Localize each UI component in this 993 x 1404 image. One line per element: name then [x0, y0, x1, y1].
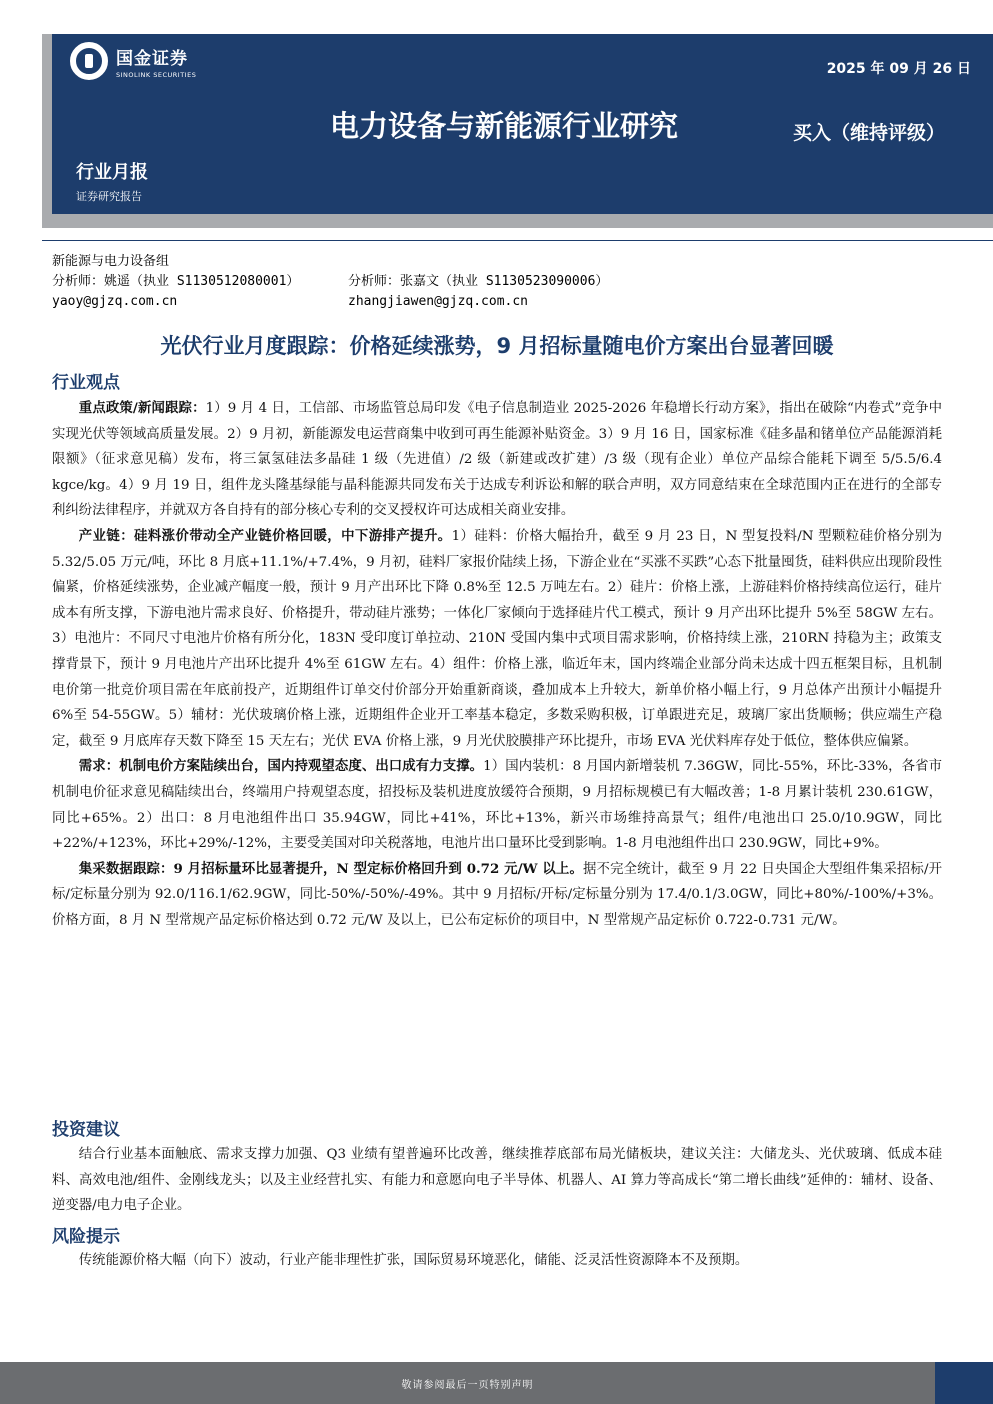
analyst-2-email[interactable]: zhangjiawen@gjzq.com.cn	[348, 294, 529, 309]
risk-body	[52, 1248, 942, 1274]
logo-cn: 国金证券	[116, 48, 188, 69]
paragraph-lead: 重点政策/新闻跟踪：	[78, 400, 206, 416]
paragraph-procurement	[52, 857, 942, 934]
paragraph-policy	[52, 396, 942, 524]
analyst-2-name: 分析师：张嘉文（执业 S1130523090006）	[348, 274, 609, 289]
paragraph-demand	[52, 754, 942, 856]
paragraph-text: 据不完全统计，截至 9 月 22 日央国企大型组件集采招标/开标/定标量分别为 92.0/116.1/62.9GW，同比-50%/-50%/-49%。其中 9 月招标/开标/定标量分别为 17.4/0.1/3.0GW，同比+80%/-100%/+3%。价格方面，8 月 N 型常规产品定标价格达到 0.72 元/W 及以上，已公布定标价的项目中，N 型常规产品定标价 0.722-0.731 元/W。	[52, 861, 942, 928]
footer-disclaimer: 敬请参阅最后一页特别声明	[401, 1380, 534, 1391]
divider	[42, 240, 993, 241]
paragraph-risk: 传统能源价格大幅（向下）波动，行业产能非理性扩张，国际贸易环境恶化，储能、泛灵活性资源降本不及预期。	[78, 1253, 749, 1268]
paragraph-lead: 需求：机制电价方案陆续出台，国内持观望态度、出口成有力支撑。	[78, 758, 484, 775]
analyst-1-name: 分析师：姚遥（执业 S1130512080001）	[52, 274, 300, 289]
report-subtype: 证券研究报告	[76, 190, 142, 203]
section-heading-investment: 投资建议	[52, 1120, 120, 1140]
analyst-block	[52, 252, 608, 312]
company-logo	[70, 42, 196, 80]
paragraph-text: 1）9 月 4 日，工信部、市场监管总局印发《电子信息制造业 2025-2026 年稳增长行动方案》，指出在破除“内卷式”竞争中实现光伏等领域高质量发展。2）9 月初，新能源发电运营商集中收到可再生能源补贴资金。3）9 月 16 日，国家标准《硅多晶和锗单位产品能源消耗限额》（征求意见稿）发布，将三氯氢硅法多晶硅 1 级（先进值）/2 级（新建或改扩建）/3 级（现有企业）单位产品综合能耗下调至 5/5.5/6.4 kgce/kg。4）9 月 19 日，组件龙头隆基绿能与晶科能源共同发布关于达成专利诉讼和解的联合声明，双方同意结束在全球范围内正在进行的全部专利纠纷法律程序，并就双方各自持有的部分核心专利的交叉授权许可达成相关商业安排。	[52, 401, 942, 519]
section-heading-risk: 风险提示	[52, 1227, 120, 1247]
report-type: 行业月报	[76, 162, 148, 183]
paragraph-text: 1）国内装机：8 月国内新增装机 7.36GW，同比-55%，环比-33%，各省市机制电价征求意见稿陆续出台，终端用户持观望态度，招投标及装机进度放缓符合预期，9 月招标规模已有大幅改善；1-8 月累计装机 230.61GW，同比+65%。2）出口：8 月电池组件出口 35.94GW，同比+41%，环比+13%，新兴市场维持高景气；组件/电池出口 25.0/10.9GW，同比+22%/+123%，环比+29%/-12%，主要受美国对印关税落地，电池片出口量环比受到影响。1-8 月电池组件出口 230.9GW，同比+9%。	[52, 759, 943, 852]
logo-en: SINOLINK SECURITIES	[116, 70, 197, 79]
investment-body	[52, 1142, 942, 1219]
logo-icon	[70, 42, 108, 80]
section-heading-industry-view: 行业观点	[52, 373, 120, 393]
header-accent-left	[42, 34, 52, 228]
paragraph-lead: 产业链：硅料涨价带动全产业链价格回暖，中下游排产提升。	[78, 527, 452, 544]
paragraph-investment: 结合行业基本面触底、需求支撑力加强、Q3 业绩有望普遍环比改善，继续推荐底部布局光储板块，建议关注：大储龙头、光伏玻璃、低成本硅料、高效电池/组件、金刚线龙头；以及主业经营扎实、有能力和意愿向电子半导体、机器人、AI 算力等高成长“第二增长曲线”延伸的：辅材、设备、逆变器/电力电子企业。	[52, 1147, 942, 1214]
header-accent-bottom	[42, 214, 993, 228]
paragraph-lead: 集采数据跟踪：9 月招标量环比显著提升，N 型定标价格回升到 0.72 元/W 以上。	[78, 860, 583, 877]
analyst-1-email[interactable]: yaoy@gjzq.com.cn	[52, 294, 178, 309]
analyst-group: 新能源与电力设备组	[52, 254, 170, 269]
report-industry-title: 电力设备与新能源行业研究	[330, 109, 679, 143]
industry-view-body	[52, 396, 942, 933]
rating-label: 买入（维持评级）	[793, 122, 946, 144]
report-headline: 光伏行业月度跟踪：价格延续涨势，9 月招标量随电价方案出台显著回暖	[160, 334, 834, 358]
paragraph-text: 1）硅料：价格大幅抬升，截至 9 月 23 日，N 型复投料/N 型颗粒硅价格分别为 5.32/5.05 万元/吨，环比 8 月底+11.1%/+7.4%，9 月初，硅料厂家报价陆续上扬，下游企业在“买涨不买跌”心态下批量囤货，硅料供应出现阶段性偏紧，价格延续涨势，企业减产幅度一般，预计 9 月产出环比下降 0.8%至 12.5 万吨左右。2）硅片：价格上涨，上游硅料价格持续高位运行，硅片成本有所支撑，下游电池片需求良好、价格提升，带动硅片涨势；一体化厂家倾向于选择硅片代工模式，预计 9 月产出环比提升 5%至 58GW 左右。3）电池片：不同尺寸电池片价格有所分化，183N 受印度订单拉动、210N 受国内集中式项目需求影响，价格持续上涨，210RN 持稳为主；政策支撑背景下，预计 9 月电池片产出环比提升 4%至 61GW 左右。4）组件：价格上涨，临近年末，国内终端企业部分尚未达成十四五框架目标，且机制电价第一批竞价项目需在年底前投产，近期组件订单交付价部分开始重新商谈，叠加成本上升较大，新单价格小幅上行，9 月总体产出预计小幅提升 6%至 54-55GW。5）辅材：光伏玻璃价格上涨，近期组件企业开工率基本稳定，多数采购积极，订单跟进充足，玻璃厂家出货顺畅；供应端生产稳定，截至 9 月底库存天数下降至 15 天左右；光伏 EVA 价格上涨，9 月光伏胶膜排产环比提升，市场 EVA 光伏料库存处于低位，整体供应偏紧。	[52, 528, 942, 749]
report-date: 2025 年 09 月 26 日	[826, 61, 971, 77]
paragraph-supply-chain	[52, 524, 942, 754]
